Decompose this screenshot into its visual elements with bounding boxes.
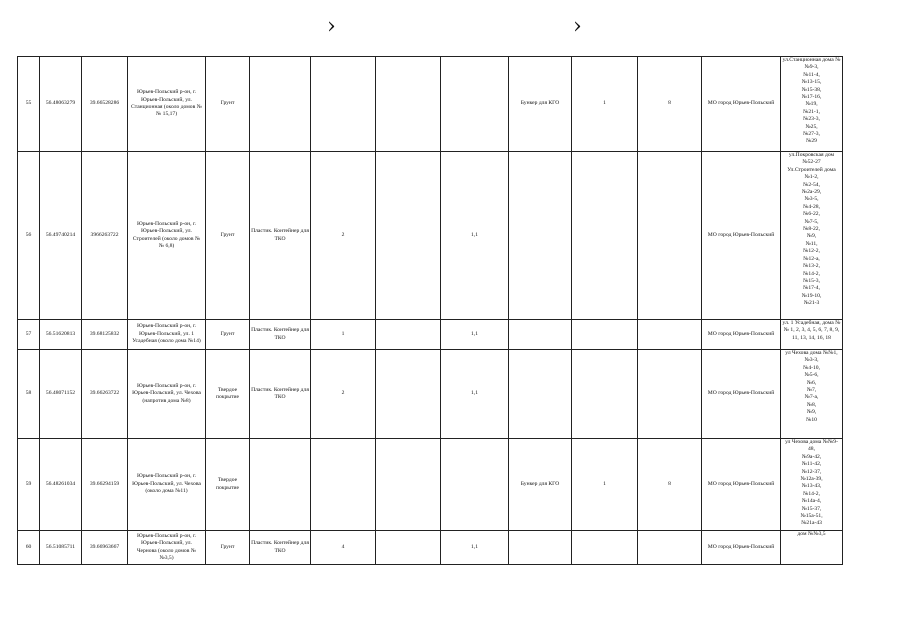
container-sites-table [17,56,843,565]
served-addresses-text: ул Чехова дома №№1, №3-3, №4-10, №5-6, №6, №7, №7-а, №8, №9, №10 [785,350,838,423]
served-addresses-cell [781,439,843,531]
container-count-cell: 1 [311,320,376,350]
longitude-cell: 39.66294159 [82,439,128,531]
kgo-type-cell [509,152,572,320]
table-row [18,531,843,565]
container-type-cell: Пластик. Контейнер для ТКО [250,320,311,350]
container-count-cell: 2 [311,350,376,439]
address-cell: Юрьев-Польский р-он, г. Юрьев-Польский, ул. Чехова (напротив дома №8) [128,350,206,439]
table-row [18,57,843,152]
served-addresses-text: ул Чехова дома №№9-48, №9а-42, №11-42, №12-37, №12а-39, №13-43, №14-2, №14а-4, №15-37, №15а-51, №21а-43 [785,439,838,527]
longitude-cell: 39.68125832 [82,320,128,350]
address-cell: Юрьев-Польский р-он, г. Юрьев-Польский, ул. 1 Усадебная (около дома №14) [128,320,206,350]
surface-cell: Грунт [206,531,250,565]
container-volume-cell [441,57,509,152]
surface-cell: Грунт [206,152,250,320]
latitude-cell: 56.48261034 [40,439,82,531]
served-addresses-cell [781,57,843,152]
surface-cell: Грунт [206,320,250,350]
served-addresses-text: ул.Покровская дом №52-27 Ул.Строителей дома №1-2, №2-54, №2а-29, №3-5, №4-28, №6-22, №7-5, №8-22, №9, №11, №12-2, №12-а, №13-2, №14-2, №15-3, №17-4, №19-10, №21-3 [787,152,836,307]
kgo-type-cell [509,320,572,350]
kgo-volume-cell [638,531,702,565]
served-addresses-cell [781,350,843,439]
table-row [18,152,843,320]
empty-cell [376,152,441,320]
row-number: 55 [18,57,40,152]
table-row [18,320,843,350]
surface-cell: Грунт [206,57,250,152]
empty-cell [376,350,441,439]
empty-cell [376,531,441,565]
kgo-volume-cell [638,320,702,350]
container-volume-cell: 1,1 [441,531,509,565]
kgo-count-cell [572,152,638,320]
kgo-count-cell [572,320,638,350]
latitude-cell: 56.48071152 [40,350,82,439]
kgo-count-cell [572,350,638,439]
address-cell: Юрьев-Польский р-он, г. Юрьев-Польский, ул. Чернова (около домов №№3,5) [128,531,206,565]
surface-cell: Твердое покрытие [206,350,250,439]
longitude-cell: 3966263722 [82,152,128,320]
owner-cell: МО город Юрьев-Польский [702,439,781,531]
address-cell: Юрьев-Польский р-он, г. Юрьев-Польский, ул. Станционная (около домов №№ 15,17) [128,57,206,152]
address-cell: Юрьев-Польский р-он, г. Юрьев-Польский, ул. Строителей (около домов №№ 6,8) [128,152,206,320]
address-cell: Юрьев-Польский р-он, г. Юрьев-Польский, ул. Чехова (около дома №11) [128,439,206,531]
binding-mark-left: › [327,14,336,39]
container-type-cell: Пластик. Контейнер для ТКО [250,152,311,320]
row-number: 58 [18,350,40,439]
row-number: 59 [18,439,40,531]
latitude-cell: 56.49740214 [40,152,82,320]
served-addresses-text: ул.Станционная дома №№9-3, №11-4, №13-15, №15-38, №17-16, №19, №21-1, №23-3, №25, №27-3, №29 [782,57,841,145]
kgo-volume-cell [638,350,702,439]
container-type-cell: Пластик. Контейнер для ТКО [250,350,311,439]
table-row [18,350,843,439]
latitude-cell: 56.51620813 [40,320,82,350]
longitude-cell: 39.66263722 [82,350,128,439]
kgo-type-cell [509,531,572,565]
kgo-count-cell [572,531,638,565]
owner-cell: МО город Юрьев-Польский [702,350,781,439]
served-addresses-text: дом №№3,5 [797,531,826,537]
empty-cell [376,439,441,531]
container-count-cell: 2 [311,152,376,320]
served-addresses-cell [781,320,843,350]
longitude-cell: 39.66528286 [82,57,128,152]
container-type-cell: Пластик. Контейнер для ТКО [250,531,311,565]
binding-mark-right: › [573,14,582,39]
owner-cell: МО город Юрьев-Польский [702,531,781,565]
owner-cell: МО город Юрьев-Польский [702,57,781,152]
row-number: 57 [18,320,40,350]
owner-cell: МО город Юрьев-Польский [702,320,781,350]
row-number: 56 [18,152,40,320]
kgo-type-cell: Бункер для КГО [509,57,572,152]
kgo-volume-cell: 8 [638,439,702,531]
kgo-count-cell: 1 [572,439,638,531]
container-volume-cell: 1,1 [441,152,509,320]
kgo-volume-cell [638,152,702,320]
latitude-cell: 56.51085711 [40,531,82,565]
container-volume-cell: 1,1 [441,320,509,350]
kgo-count-cell: 1 [572,57,638,152]
container-count-cell [311,439,376,531]
container-type-cell [250,57,311,152]
served-addresses-text: ул. 1 Усадебная, дома №№ 1, 2, 3, 4, 5, 6, 7, 8, 9, 11, 13, 14, 16, 18 [782,320,841,341]
owner-cell: МО город Юрьев-Польский [702,152,781,320]
kgo-type-cell [509,350,572,439]
empty-cell [376,57,441,152]
container-volume-cell: 1,1 [441,350,509,439]
container-volume-cell [441,439,509,531]
table-row [18,439,843,531]
served-addresses-cell [781,152,843,320]
kgo-type-cell: Бункер для КГО [509,439,572,531]
row-number: 60 [18,531,40,565]
served-addresses-cell [781,531,843,565]
latitude-cell: 56.48063279 [40,57,82,152]
container-type-cell [250,439,311,531]
empty-cell [376,320,441,350]
surface-cell: Твердое покрытие [206,439,250,531]
longitude-cell: 39.66963667 [82,531,128,565]
kgo-volume-cell: 8 [638,57,702,152]
container-count-cell: 4 [311,531,376,565]
container-count-cell [311,57,376,152]
